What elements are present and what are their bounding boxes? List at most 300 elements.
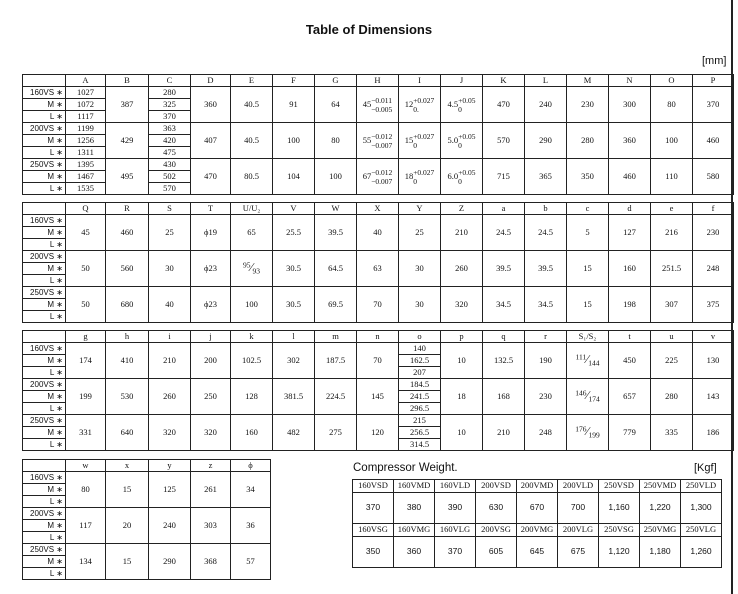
cell-C: 325 xyxy=(149,99,191,111)
cell-O: 80 xyxy=(651,87,693,123)
model-name: 200VSG xyxy=(476,524,517,537)
cell-H xyxy=(357,87,399,123)
cell-k: 128 xyxy=(231,379,273,415)
cell-C: 370 xyxy=(149,111,191,123)
cell-d: 127 xyxy=(609,215,651,251)
model-label: 200VS ∗ xyxy=(23,123,66,135)
cell-V: 25.5 xyxy=(273,215,315,251)
cell-b: 24.5 xyxy=(525,215,567,251)
weight-value: 370 xyxy=(353,493,394,524)
weight-value: 1,260 xyxy=(681,537,722,568)
tolerance-base: 55 xyxy=(362,134,372,145)
cell-G: 80 xyxy=(315,123,357,159)
cell-A: 1467 xyxy=(66,171,106,183)
fraction-numerator: 111 xyxy=(575,352,587,362)
cell-R: 680 xyxy=(106,287,149,323)
cell-X: 70 xyxy=(357,287,399,323)
cell-Y: 25 xyxy=(399,215,441,251)
tolerance-lower: 0 xyxy=(413,176,417,186)
table-row xyxy=(23,215,734,227)
fraction-numerator: 95 xyxy=(242,260,251,270)
fraction xyxy=(575,388,600,404)
tolerance-lower: 0 xyxy=(413,140,417,150)
cell-Y: 30 xyxy=(399,251,441,287)
cell-h: 530 xyxy=(106,379,149,415)
cell-Z: 260 xyxy=(441,251,483,287)
cell-z: 303 xyxy=(191,508,231,544)
cell-f: 248 xyxy=(693,251,734,287)
model-label: L ∗ xyxy=(23,275,66,287)
cell-h: 410 xyxy=(106,343,149,379)
weight-value-row xyxy=(353,493,722,524)
tolerance-base: 15 xyxy=(404,134,414,145)
cell-j: 200 xyxy=(191,343,231,379)
cell-r: 248 xyxy=(525,415,567,451)
model-label: M ∗ xyxy=(23,484,66,496)
cell-k: 160 xyxy=(231,415,273,451)
model-label: M ∗ xyxy=(23,227,66,239)
model-label: 200VS ∗ xyxy=(23,379,66,391)
tolerance-lower: −0.005 xyxy=(371,104,393,114)
tolerance-base: 12 xyxy=(404,98,414,109)
column-header: i xyxy=(149,331,191,343)
model-name: 200VSD xyxy=(476,480,517,493)
weight-value: 390 xyxy=(435,493,476,524)
cell-S1-S2 xyxy=(567,343,609,379)
model-name: 250VLG xyxy=(681,524,722,537)
model-label: L ∗ xyxy=(23,496,66,508)
table-row xyxy=(23,87,734,99)
cell-c: 5 xyxy=(567,215,609,251)
model-label: M ∗ xyxy=(23,299,66,311)
column-header: T xyxy=(191,203,231,215)
column-header: O xyxy=(651,75,693,87)
cell-L: 240 xyxy=(525,87,567,123)
column-header: S₁/S₂ xyxy=(567,331,609,343)
dimensions-table-1 xyxy=(22,74,734,195)
cell-P: 580 xyxy=(693,159,734,195)
cell-C: 430 xyxy=(149,159,191,171)
tolerance-stack xyxy=(458,132,475,150)
cell-UU xyxy=(231,251,273,287)
column-header: u xyxy=(651,331,693,343)
weight-value: 670 xyxy=(517,493,558,524)
column-header: Z xyxy=(441,203,483,215)
cell-Q: 45 xyxy=(66,215,106,251)
cell-i: 210 xyxy=(149,343,191,379)
cell-e: 216 xyxy=(651,215,693,251)
model-name: 200VMD xyxy=(517,480,558,493)
model-name: 250VSG xyxy=(599,524,640,537)
unit-label: [mm] xyxy=(702,55,727,67)
tolerance-lower: 0 xyxy=(458,176,462,186)
cell-y: 125 xyxy=(149,472,191,508)
cell-E: 40.5 xyxy=(231,87,273,123)
fraction xyxy=(575,424,600,440)
cell-v: 143 xyxy=(693,379,734,415)
tolerance-stack xyxy=(371,132,392,150)
cell-E: 40.5 xyxy=(231,123,273,159)
model-label: 250VS ∗ xyxy=(23,544,66,556)
fraction-slash: ∕ xyxy=(250,260,253,275)
column-header: c xyxy=(567,203,609,215)
column-header: l xyxy=(273,331,315,343)
cell-C: 280 xyxy=(149,87,191,99)
cell-y: 290 xyxy=(149,544,191,580)
column-header: k xyxy=(231,331,273,343)
table-row xyxy=(23,159,734,171)
cell-A: 1256 xyxy=(66,135,106,147)
cell-p: 10 xyxy=(441,415,483,451)
cell-o: 162.5 xyxy=(399,355,441,367)
cell-k: 102.5 xyxy=(231,343,273,379)
model-label: M ∗ xyxy=(23,171,66,183)
cell-q: 132.5 xyxy=(483,343,525,379)
tolerance-upper: −0.012 xyxy=(371,167,393,177)
column-header: m xyxy=(315,331,357,343)
weight-model-row xyxy=(353,480,722,493)
cell-o: 215 xyxy=(399,415,441,427)
weight-value: 675 xyxy=(558,537,599,568)
model-label: M ∗ xyxy=(23,99,66,111)
cell-b: 34.5 xyxy=(525,287,567,323)
cell-t: 450 xyxy=(609,343,651,379)
model-label: L ∗ xyxy=(23,311,66,323)
cell-e: 307 xyxy=(651,287,693,323)
cell-e: 251.5 xyxy=(651,251,693,287)
table2-body xyxy=(23,203,734,323)
weight-value: 1,300 xyxy=(681,493,722,524)
column-header: p xyxy=(441,331,483,343)
table-row xyxy=(23,251,734,263)
model-label: L ∗ xyxy=(23,568,66,580)
table-row xyxy=(23,544,271,556)
column-header: e xyxy=(651,203,693,215)
cell-phi: 34 xyxy=(231,472,271,508)
column-header: S xyxy=(149,203,191,215)
weight-value: 380 xyxy=(394,493,435,524)
cell-v: 130 xyxy=(693,343,734,379)
column-header: g xyxy=(66,331,106,343)
cell-F: 100 xyxy=(273,123,315,159)
cell-H xyxy=(357,123,399,159)
column-header: Q xyxy=(66,203,106,215)
column-header: ϕ xyxy=(231,460,271,472)
cell-f: 375 xyxy=(693,287,734,323)
fraction-denominator: 93 xyxy=(252,266,260,276)
column-header: J xyxy=(441,75,483,87)
cell-b: 39.5 xyxy=(525,251,567,287)
model-name: 250VMD xyxy=(640,480,681,493)
column-header: o xyxy=(399,331,441,343)
cell-u: 225 xyxy=(651,343,693,379)
column-header: D xyxy=(191,75,231,87)
cell-UU: 65 xyxy=(231,215,273,251)
tolerance-stack xyxy=(458,96,475,114)
weight-value: 1,220 xyxy=(640,493,681,524)
cell-A: 1395 xyxy=(66,159,106,171)
cell-G: 64 xyxy=(315,87,357,123)
cell-u: 280 xyxy=(651,379,693,415)
model-label: 160VS ∗ xyxy=(23,215,66,227)
cell-C: 363 xyxy=(149,123,191,135)
model-label: L ∗ xyxy=(23,183,66,195)
weight-value: 1,180 xyxy=(640,537,681,568)
tolerance-lower: −0.007 xyxy=(371,140,393,150)
table-row xyxy=(23,123,734,135)
cell-Z: 210 xyxy=(441,215,483,251)
cell-C: 502 xyxy=(149,171,191,183)
cell-Q: 50 xyxy=(66,287,106,323)
cell-B: 495 xyxy=(106,159,149,195)
cell-p: 18 xyxy=(441,379,483,415)
weight-value: 700 xyxy=(558,493,599,524)
cell-V: 30.5 xyxy=(273,251,315,287)
column-header: a xyxy=(483,203,525,215)
table1-body xyxy=(23,75,734,195)
table4-body xyxy=(23,460,271,580)
weight-value: 350 xyxy=(353,537,394,568)
cell-l: 482 xyxy=(273,415,315,451)
cell-O: 110 xyxy=(651,159,693,195)
model-name: 200VLD xyxy=(558,480,599,493)
cell-x: 15 xyxy=(106,472,149,508)
model-label: L ∗ xyxy=(23,439,66,451)
column-header: d xyxy=(609,203,651,215)
cell-d: 160 xyxy=(609,251,651,287)
cell-J xyxy=(441,159,483,195)
dimensions-table-3 xyxy=(22,330,734,451)
cell-r: 190 xyxy=(525,343,567,379)
column-header: P xyxy=(693,75,734,87)
cell-l: 302 xyxy=(273,343,315,379)
column-header: x xyxy=(106,460,149,472)
cell-d: 198 xyxy=(609,287,651,323)
cell-B: 387 xyxy=(106,87,149,123)
column-header: v xyxy=(693,331,734,343)
fraction-denominator: 199 xyxy=(588,430,600,440)
tolerance-upper: −0.011 xyxy=(371,95,393,105)
tolerance-base: 45 xyxy=(362,98,372,109)
cell-S: 25 xyxy=(149,215,191,251)
cell-a: 39.5 xyxy=(483,251,525,287)
cell-S1-S2 xyxy=(567,379,609,415)
fraction-numerator: 176 xyxy=(575,424,587,434)
cell-p: 10 xyxy=(441,343,483,379)
cell-g: 331 xyxy=(66,415,106,451)
model-name: 200VLG xyxy=(558,524,599,537)
cell-f: 230 xyxy=(693,215,734,251)
cell-n: 120 xyxy=(357,415,399,451)
cell-S: 40 xyxy=(149,287,191,323)
corner-cell xyxy=(23,75,66,87)
model-name: 160VMD xyxy=(394,480,435,493)
model-label: M ∗ xyxy=(23,556,66,568)
cell-T: ϕ23 xyxy=(191,251,231,287)
cell-o: 296.5 xyxy=(399,403,441,415)
column-header: n xyxy=(357,331,399,343)
cell-T: ϕ23 xyxy=(191,287,231,323)
weight-value: 630 xyxy=(476,493,517,524)
table-row xyxy=(23,379,734,391)
column-header: H xyxy=(357,75,399,87)
tolerance-stack xyxy=(413,96,434,114)
model-label: L ∗ xyxy=(23,239,66,251)
cell-o: 184.5 xyxy=(399,379,441,391)
column-header: E xyxy=(231,75,273,87)
weight-value: 645 xyxy=(517,537,558,568)
cell-j: 320 xyxy=(191,415,231,451)
model-label: 160VS ∗ xyxy=(23,472,66,484)
fraction xyxy=(575,352,600,368)
weight-model-row xyxy=(353,524,722,537)
weight-value: 370 xyxy=(435,537,476,568)
table-row xyxy=(23,508,271,520)
cell-v: 186 xyxy=(693,415,734,451)
cell-m: 224.5 xyxy=(315,379,357,415)
cell-H xyxy=(357,159,399,195)
table-row xyxy=(23,415,734,427)
fraction-denominator: 144 xyxy=(588,358,600,368)
model-label: M ∗ xyxy=(23,427,66,439)
column-header: j xyxy=(191,331,231,343)
column-header: h xyxy=(106,331,149,343)
cell-w: 117 xyxy=(66,508,106,544)
cell-o: 207 xyxy=(399,367,441,379)
table-row xyxy=(23,287,734,299)
model-label: 250VS ∗ xyxy=(23,415,66,427)
cell-L: 290 xyxy=(525,123,567,159)
compressor-weight-unit: [Kgf] xyxy=(694,462,717,474)
cell-w: 134 xyxy=(66,544,106,580)
model-name: 200VMG xyxy=(517,524,558,537)
cell-Z: 320 xyxy=(441,287,483,323)
header-row xyxy=(23,75,734,87)
cell-F: 104 xyxy=(273,159,315,195)
model-name: 160VSG xyxy=(353,524,394,537)
cell-R: 460 xyxy=(106,215,149,251)
cell-X: 63 xyxy=(357,251,399,287)
fraction-slash: ∕ xyxy=(586,424,589,439)
cell-X: 40 xyxy=(357,215,399,251)
page-title: Table of Dimensions xyxy=(305,22,433,37)
column-header: X xyxy=(357,203,399,215)
cell-C: 420 xyxy=(149,135,191,147)
cell-z: 261 xyxy=(191,472,231,508)
weight-value-row xyxy=(353,537,722,568)
cell-o: 256.5 xyxy=(399,427,441,439)
cell-M: 280 xyxy=(567,123,609,159)
tolerance-lower: 0 xyxy=(458,104,462,114)
model-label: 250VS ∗ xyxy=(23,159,66,171)
cell-a: 24.5 xyxy=(483,215,525,251)
tolerance-lower: 0 xyxy=(458,140,462,150)
compressor-weight-title: Compressor Weight. xyxy=(353,462,458,474)
tolerance-upper: +0.05 xyxy=(458,167,476,177)
tolerance-lower: −0.007 xyxy=(371,176,393,186)
cell-F: 91 xyxy=(273,87,315,123)
column-header: r xyxy=(525,331,567,343)
tolerance-upper: +0.027 xyxy=(413,95,435,105)
table3-body xyxy=(23,331,734,451)
fraction-slash: ∕ xyxy=(586,388,589,403)
tolerance-base: 5.0 xyxy=(447,134,459,145)
weight-value: 605 xyxy=(476,537,517,568)
model-label: L ∗ xyxy=(23,403,66,415)
model-label: M ∗ xyxy=(23,355,66,367)
cell-h: 640 xyxy=(106,415,149,451)
cell-w: 80 xyxy=(66,472,106,508)
cell-z: 368 xyxy=(191,544,231,580)
cell-c: 15 xyxy=(567,287,609,323)
model-label: 160VS ∗ xyxy=(23,87,66,99)
tolerance-stack xyxy=(371,168,392,186)
column-header: B xyxy=(106,75,149,87)
cell-K: 570 xyxy=(483,123,525,159)
tolerance-base: 18 xyxy=(404,170,414,181)
tolerance-stack xyxy=(413,168,434,186)
column-header: C xyxy=(149,75,191,87)
cell-j: 250 xyxy=(191,379,231,415)
model-label: L ∗ xyxy=(23,111,66,123)
cell-m: 187.5 xyxy=(315,343,357,379)
cell-J xyxy=(441,123,483,159)
cell-q: 210 xyxy=(483,415,525,451)
cell-E: 80.5 xyxy=(231,159,273,195)
cell-G: 100 xyxy=(315,159,357,195)
cell-q: 168 xyxy=(483,379,525,415)
column-header: b xyxy=(525,203,567,215)
cell-o: 314.5 xyxy=(399,439,441,451)
cell-D: 360 xyxy=(191,87,231,123)
cell-m: 275 xyxy=(315,415,357,451)
model-name: 160VMG xyxy=(394,524,435,537)
weight-value: 1,120 xyxy=(599,537,640,568)
cell-A: 1072 xyxy=(66,99,106,111)
model-label: 250VS ∗ xyxy=(23,287,66,299)
column-header: Y xyxy=(399,203,441,215)
cell-i: 320 xyxy=(149,415,191,451)
cell-A: 1027 xyxy=(66,87,106,99)
fraction-slash: ∕ xyxy=(586,352,589,367)
tolerance-base: 4.5 xyxy=(447,98,459,109)
model-name: 250VLD xyxy=(681,480,722,493)
fraction xyxy=(242,260,260,276)
tolerance-upper: +0.027 xyxy=(413,167,435,177)
cell-UU: 100 xyxy=(231,287,273,323)
cell-t: 779 xyxy=(609,415,651,451)
cell-u: 335 xyxy=(651,415,693,451)
column-header: U/U₂ xyxy=(231,203,273,215)
cell-o: 140 xyxy=(399,343,441,355)
cell-Q: 50 xyxy=(66,251,106,287)
tolerance-upper: +0.05 xyxy=(458,131,476,141)
cell-phi: 57 xyxy=(231,544,271,580)
column-header: L xyxy=(525,75,567,87)
cell-O: 100 xyxy=(651,123,693,159)
model-label: M ∗ xyxy=(23,391,66,403)
column-header: M xyxy=(567,75,609,87)
tolerance-base: 6.0 xyxy=(447,170,459,181)
corner-cell xyxy=(23,203,66,215)
cell-A: 1311 xyxy=(66,147,106,159)
cell-x: 15 xyxy=(106,544,149,580)
dimensions-table-2 xyxy=(22,202,734,323)
tolerance-upper: −0.012 xyxy=(371,131,393,141)
cell-a: 34.5 xyxy=(483,287,525,323)
corner-cell xyxy=(23,331,66,343)
cell-D: 470 xyxy=(191,159,231,195)
